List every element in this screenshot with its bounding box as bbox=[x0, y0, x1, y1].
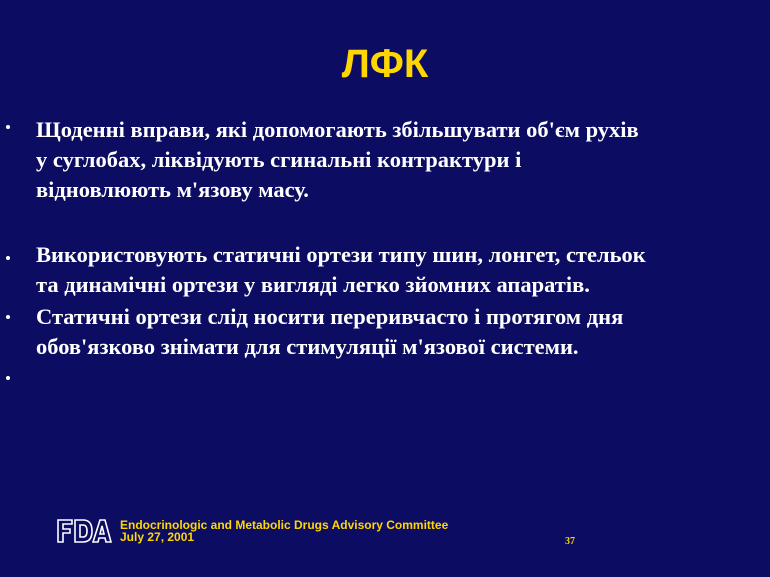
bullet-1-line-3: відновлюють м'язову масу. bbox=[36, 177, 309, 202]
bullet-3-line-2: обов'язково знімати для стимуляції м'язової системи. bbox=[36, 334, 579, 359]
footer-date: July 27, 2001 bbox=[120, 530, 195, 544]
page-number: 37 bbox=[565, 536, 575, 547]
bullet-1-line-1: Щоденні вправи, які допомогають збільшувати об'єм рухів bbox=[36, 117, 639, 142]
bullet-marker bbox=[6, 315, 10, 319]
bullet-1-line-2: у суглобах, ліквідують сгинальні контрактури і bbox=[36, 147, 522, 172]
bullet-marker-empty bbox=[6, 376, 10, 380]
slide-title: ЛФК bbox=[341, 42, 429, 86]
bullet-2-line-2: та динамічні ортези у вигляді легко зйомних апаратів. bbox=[36, 272, 590, 297]
footer-committee: Endocrinologic and Metabolic Drugs Advisory Committee bbox=[120, 518, 449, 532]
bullet-2-line-1: Використовують статичні ортези типу шин, лонгет, стельок bbox=[36, 242, 646, 267]
bullet-marker bbox=[6, 256, 10, 260]
bullet-marker bbox=[6, 125, 10, 129]
bullet-3-line-1: Статичні ортези слід носити переривчасто і протягом дня bbox=[36, 304, 624, 329]
